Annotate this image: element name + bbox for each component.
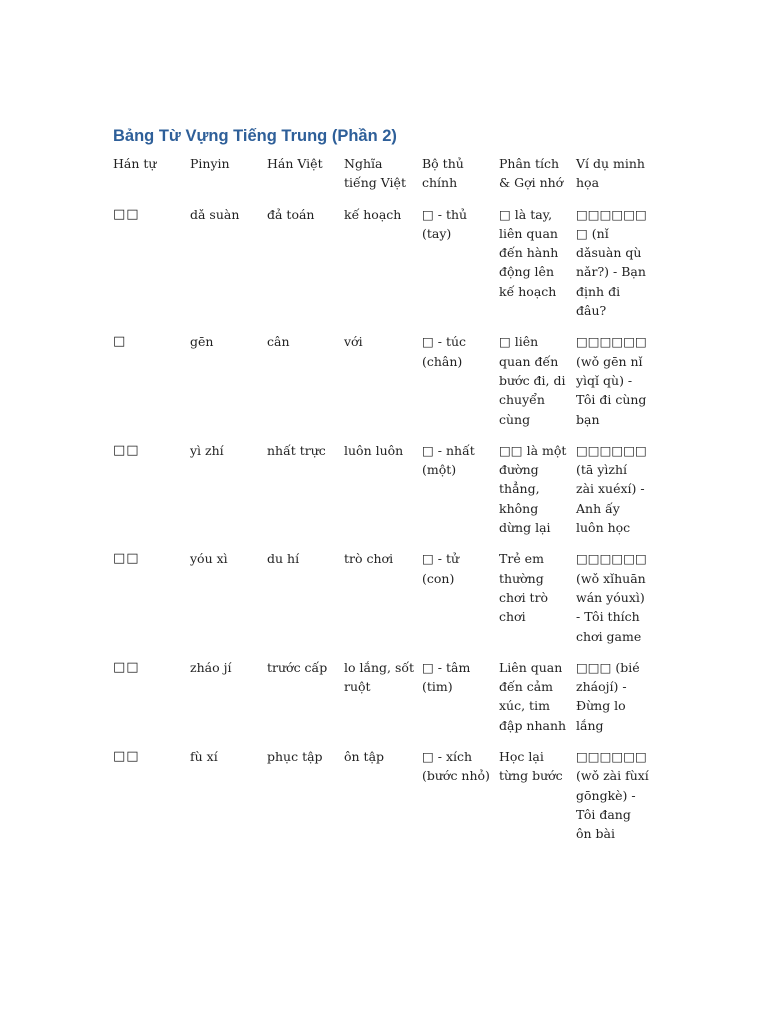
header-han-tu: Hán tự xyxy=(113,156,157,171)
cell-vi-du: □□□□□□ (wǒ xǐhuān wán yóuxì) - Tôi thích chơi game xyxy=(576,551,647,644)
header-row xyxy=(113,154,655,205)
table-row xyxy=(113,747,655,855)
table-body xyxy=(113,205,655,856)
cell-han-viet: đả toán xyxy=(267,206,315,222)
table-row xyxy=(113,332,655,440)
cell-han-tu: □□ xyxy=(113,206,140,222)
cell-vi-du: □□□□□□ (wǒ gēn nǐ yìqǐ qù) - Tôi đi cùng bạn xyxy=(576,334,647,427)
cell-pinyin: fù xí xyxy=(190,749,218,765)
header-han-viet: Hán Việt xyxy=(267,156,323,171)
header-phan-tich: Phân tích & Gợi nhớ xyxy=(499,156,564,191)
cell-pinyin: zháo jí xyxy=(190,659,232,675)
cell-pinyin: yì zhí xyxy=(190,442,224,458)
cell-pinyin: yóu xì xyxy=(190,551,228,567)
cell-bo-thu: □ - xích (bước nhỏ) xyxy=(422,749,490,784)
cell-phan-tich: Trẻ em thường chơi trò chơi xyxy=(499,551,549,625)
cell-bo-thu: □ - tử (con) xyxy=(422,551,460,586)
cell-pinyin: gēn xyxy=(190,334,214,350)
cell-phan-tich: Liên quan đến cảm xúc, tim đập nhanh xyxy=(499,659,567,733)
cell-han-tu: □□ xyxy=(113,749,140,765)
table-row xyxy=(113,205,655,333)
cell-han-viet: nhất trực xyxy=(267,442,326,458)
cell-han-tu: □□ xyxy=(113,551,140,567)
table-row xyxy=(113,549,655,657)
table-header xyxy=(113,154,655,205)
cell-bo-thu: □ - tâm (tim) xyxy=(422,659,471,695)
header-vi-du: Ví dụ minh họa xyxy=(576,156,645,191)
cell-han-viet: trước cấp xyxy=(267,659,328,675)
cell-pinyin: dǎ suàn xyxy=(190,206,240,222)
document-page xyxy=(113,124,653,856)
cell-nghia: lo lắng, sốt ruột xyxy=(344,659,415,695)
header-bo-thu: Bộ thủ chính xyxy=(422,156,464,191)
table-row xyxy=(113,658,655,747)
cell-vi-du: □□□ (bié zháojí) - Đừng lo lắng xyxy=(576,659,640,733)
cell-nghia: luôn luôn xyxy=(344,442,404,458)
cell-han-viet: du hí xyxy=(267,551,300,567)
cell-nghia: ôn tập xyxy=(344,749,385,765)
cell-phan-tich: □ là tay, liên quan đến hành động lên kế hoạch xyxy=(499,206,559,299)
cell-phan-tich: □ liên quan đến bước đi, di chuyển cùng xyxy=(499,334,566,427)
table-row xyxy=(113,441,655,549)
document-title: Bảng Từ Vựng Tiếng Trung (Phần 2) xyxy=(113,127,397,145)
cell-vi-du: □□□□□□ (wǒ zài fùxí gōngkè) - Tôi đang ôn bài xyxy=(576,749,649,842)
cell-nghia: với xyxy=(344,334,363,350)
cell-han-tu: □□ xyxy=(113,442,140,458)
cell-bo-thu: □ - nhất (một) xyxy=(422,442,475,478)
cell-han-tu: □ xyxy=(113,334,127,350)
cell-nghia: kế hoạch xyxy=(344,206,402,222)
cell-vi-du: □□□□□□ (tā yìzhí zài xuéxí) - Anh ấy luôn học xyxy=(576,442,647,536)
vocabulary-table xyxy=(113,154,655,856)
cell-phan-tich: Học lại từng bước xyxy=(499,749,563,784)
cell-nghia: trò chơi xyxy=(344,551,394,567)
cell-phan-tich: □□ là một đường thẳng, không dừng lại xyxy=(499,442,567,536)
cell-bo-thu: □ - thủ (tay) xyxy=(422,206,468,241)
cell-han-viet: phục tập xyxy=(267,749,323,765)
cell-vi-du: □□□□□□□ (nǐ dǎsuàn qù nǎr?) - Bạn định đi đâu? xyxy=(576,206,647,319)
header-nghia: Nghĩa tiếng Việt xyxy=(344,156,406,191)
header-pinyin: Pinyin xyxy=(190,156,230,171)
cell-bo-thu: □ - túc (chân) xyxy=(422,334,467,369)
cell-han-tu: □□ xyxy=(113,659,140,675)
cell-han-viet: cân xyxy=(267,334,290,350)
